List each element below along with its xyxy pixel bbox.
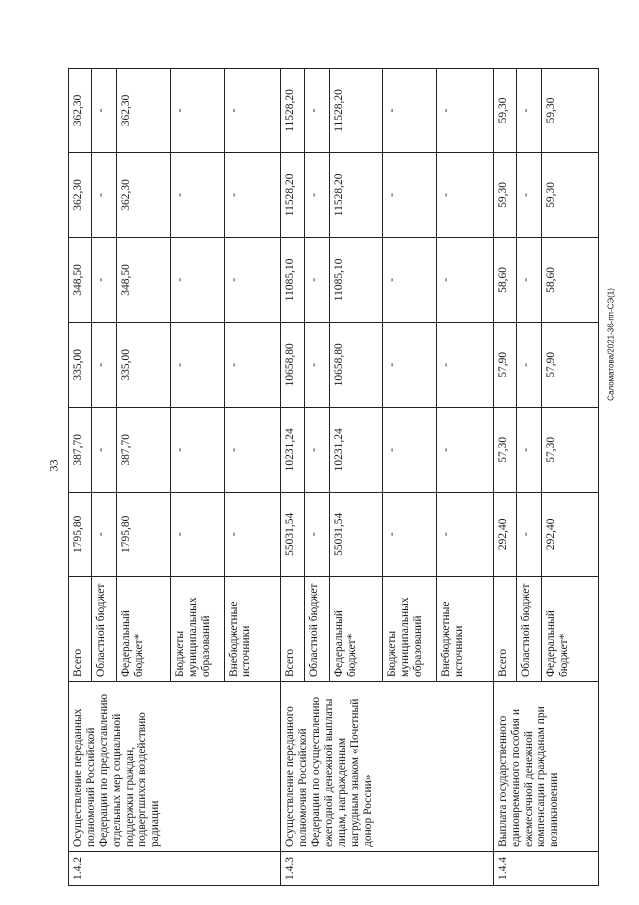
amount-cell: - <box>437 152 494 237</box>
amount-cell: - <box>383 322 437 407</box>
document-code-wrapper <box>604 150 618 550</box>
amount-cell: 57,90 <box>493 322 516 407</box>
amount-cell: - <box>224 407 281 492</box>
funding-source: Областной бюджет <box>92 576 117 681</box>
table-body <box>69 69 599 886</box>
amount-cell: - <box>92 69 117 153</box>
amount-cell: 292,40 <box>542 492 599 576</box>
amount-cell: 362,30 <box>117 152 171 237</box>
amount-cell: - <box>304 237 329 322</box>
amount-cell: 10231,24 <box>281 407 304 492</box>
funding-source: Федеральный бюджет* <box>329 576 383 681</box>
amount-cell: 348,50 <box>117 237 171 322</box>
amount-cell: 292,40 <box>493 492 516 576</box>
amount-cell: - <box>437 322 494 407</box>
amount-cell: - <box>383 152 437 237</box>
amount-cell: 387,70 <box>117 407 171 492</box>
amount-cell: - <box>224 492 281 576</box>
amount-cell: - <box>170 237 224 322</box>
amount-cell: 59,30 <box>542 69 599 153</box>
amount-cell: 362,30 <box>117 69 171 153</box>
amount-cell: - <box>170 152 224 237</box>
amount-cell: - <box>516 237 541 322</box>
row-number: 1.4.2 <box>69 852 281 886</box>
funding-source: Всего <box>69 576 92 681</box>
amount-cell: - <box>170 407 224 492</box>
amount-cell: 348,50 <box>69 237 92 322</box>
amount-cell: - <box>516 407 541 492</box>
amount-cell: 387,70 <box>69 407 92 492</box>
amount-cell: 59,30 <box>542 152 599 237</box>
row-number: 1.4.4 <box>493 852 598 886</box>
measure-title: Осуществление переданных полномочий Российской Федерации по предоставлению отдельных мер социальной поддержки граждан, подвергшихся воздействию радиации <box>69 682 281 852</box>
amount-cell: 10231,24 <box>329 407 383 492</box>
amount-cell: - <box>92 407 117 492</box>
amount-cell: 11528,20 <box>281 152 304 237</box>
table-row <box>281 69 304 886</box>
amount-cell: 57,30 <box>542 407 599 492</box>
amount-cell: - <box>437 492 494 576</box>
amount-cell: - <box>383 407 437 492</box>
measure-title: Осуществление переданного полномочия Российской Федерации по осуществлению ежегодной денежной выплаты лицам, награжденным нагрудным знаком «Почетный донор России» <box>281 682 493 852</box>
amount-cell: - <box>383 69 437 153</box>
funding-source: Всего <box>281 576 304 681</box>
table-row <box>69 69 92 886</box>
funding-source: Внебюджетные источники <box>224 576 281 681</box>
amount-cell: - <box>92 322 117 407</box>
amount-cell: - <box>516 152 541 237</box>
amount-cell: 1795,80 <box>117 492 171 576</box>
amount-cell: 11085,10 <box>281 237 304 322</box>
amount-cell: 11085,10 <box>329 237 383 322</box>
table-row <box>493 69 516 886</box>
amount-cell: 59,30 <box>493 69 516 153</box>
row-number: 1.4.3 <box>281 852 493 886</box>
measure-title: Выплата государственного единовременного пособия и ежемесячной денежной компенсации гражданам при возникновении <box>493 682 598 852</box>
amount-cell: - <box>304 492 329 576</box>
page-number: 33 <box>46 459 61 472</box>
amount-cell: 59,30 <box>493 152 516 237</box>
rotated-table-container <box>68 68 599 886</box>
funding-source: Бюджеты муниципальных образований <box>170 576 224 681</box>
amount-cell: - <box>437 69 494 153</box>
amount-cell: - <box>92 492 117 576</box>
amount-cell: 11528,20 <box>329 152 383 237</box>
amount-cell: 1795,80 <box>69 492 92 576</box>
amount-cell: - <box>92 152 117 237</box>
amount-cell: - <box>304 152 329 237</box>
budget-table <box>68 68 599 886</box>
amount-cell: 11528,20 <box>329 69 383 153</box>
amount-cell: 57,30 <box>493 407 516 492</box>
amount-cell: - <box>170 492 224 576</box>
funding-source: Всего <box>493 576 516 681</box>
amount-cell: - <box>92 237 117 322</box>
amount-cell: - <box>304 69 329 153</box>
amount-cell: - <box>224 322 281 407</box>
amount-cell: 362,30 <box>69 69 92 153</box>
amount-cell: - <box>383 492 437 576</box>
amount-cell: - <box>383 237 437 322</box>
funding-source: Областной бюджет <box>516 576 541 681</box>
funding-source: Бюджеты муниципальных образований <box>383 576 437 681</box>
amount-cell: 58,60 <box>542 237 599 322</box>
amount-cell: 55031,54 <box>329 492 383 576</box>
amount-cell: 55031,54 <box>281 492 304 576</box>
amount-cell: 11528,20 <box>281 69 304 153</box>
amount-cell: - <box>224 237 281 322</box>
amount-cell: - <box>224 69 281 153</box>
amount-cell: 10658,80 <box>281 322 304 407</box>
amount-cell: - <box>224 152 281 237</box>
amount-cell: - <box>437 237 494 322</box>
amount-cell: 362,30 <box>69 152 92 237</box>
funding-source: Внебюджетные источники <box>437 576 494 681</box>
amount-cell: 10658,80 <box>329 322 383 407</box>
amount-cell: - <box>516 69 541 153</box>
funding-source: Областной бюджет <box>304 576 329 681</box>
amount-cell: - <box>170 322 224 407</box>
amount-cell: 58,60 <box>493 237 516 322</box>
amount-cell: - <box>304 407 329 492</box>
amount-cell: 335,00 <box>117 322 171 407</box>
amount-cell: - <box>437 407 494 492</box>
document-code: Саломатова/2021-36-пп-СЭ(1) <box>606 288 616 401</box>
amount-cell: - <box>304 322 329 407</box>
amount-cell: - <box>516 492 541 576</box>
amount-cell: 57,90 <box>542 322 599 407</box>
amount-cell: 335,00 <box>69 322 92 407</box>
funding-source: Федеральный бюджет* <box>542 576 599 681</box>
amount-cell: - <box>516 322 541 407</box>
amount-cell: - <box>170 69 224 153</box>
funding-source: Федеральный бюджет* <box>117 576 171 681</box>
